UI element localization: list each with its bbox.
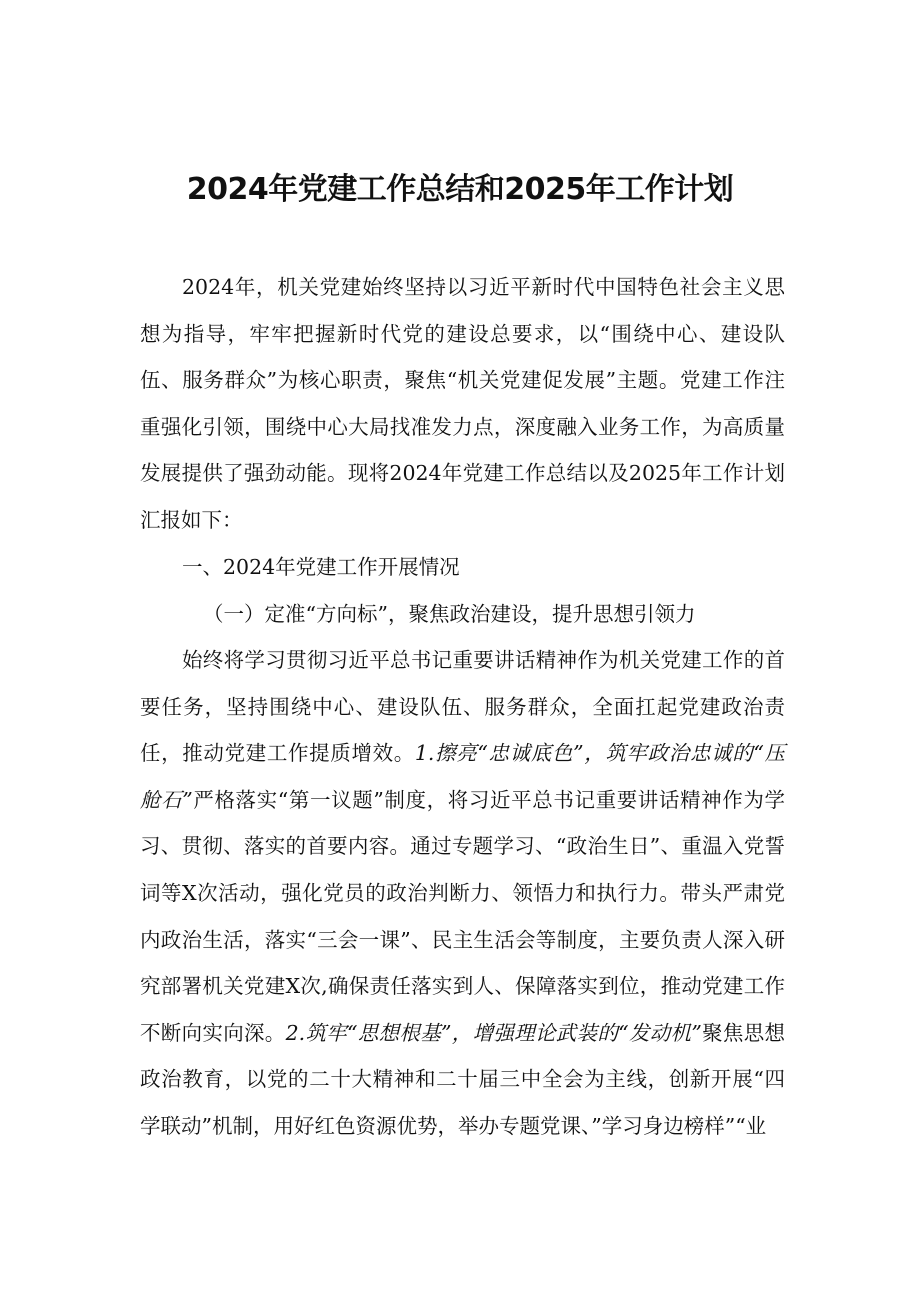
- intro-paragraph: 2024年，机关党建始终坚持以习近平新时代中国特色社会主义思想为指导，牢牢把握新时代党的建设总要求，以“围绕中心、建设队伍、服务群众”为核心职责，聚焦“机关党建促发展”主题。党建工作注重强化引领，围绕中心大局找准发力点，深度融入业务工作，为高质量发展提供了强劲动能。现将2024年党建工作总结以及2025年工作计划汇报如下：: [140, 275, 785, 532]
- paragraph-lead-text: 始终将学习贯彻习近平总书记重要讲话精神作为机关党建工作的首要任务，坚持围绕中心、建设队伍、服务群众，全面扛起党建政治责任，推动党建工作提质增效。: [140, 648, 785, 766]
- item-2-heading: 2.筑牢“思想根基”，增强理论武装的“发动机”: [285, 1020, 702, 1045]
- item-2-body: 聚焦思想政治教育，以党的二十大精神和二十届三中全会为主线，创新开展“四学联动”机制，用好红色资源优势，举办专题党课、”学习身边榜样”“业: [140, 1020, 786, 1138]
- body-paragraph-text: [140, 637, 785, 1150]
- item-1-body: 严格落实“第一议题”制度，将习近平总书记重要讲话精神作为学习、贯彻、落实的首要内容。通过专题学习、“政治生日”、重温入党誓词等X次活动，强化党员的政治判断力、领悟力和执行力。带头严肃党内政治生活，落实“三会一课”、民主生活会等制度，主要负责人深入研究部署机关党建X次,确保责任落实到人、保障落实到位，推动党建工作不断向实向深。: [140, 787, 785, 1045]
- item-1-heading: 1.擦亮“忠诚底色”，筑牢政治忠诚的“压舱石”: [140, 741, 786, 812]
- subsection-heading: （一）定准“方向标”，聚焦政治建设，提升思想引领力: [203, 602, 696, 626]
- body-paragraph: [140, 637, 785, 1150]
- section-heading: 一、2024年党建工作开展情况: [182, 555, 460, 579]
- document-title: 2024年党建工作总结和2025年工作计划: [186, 172, 734, 207]
